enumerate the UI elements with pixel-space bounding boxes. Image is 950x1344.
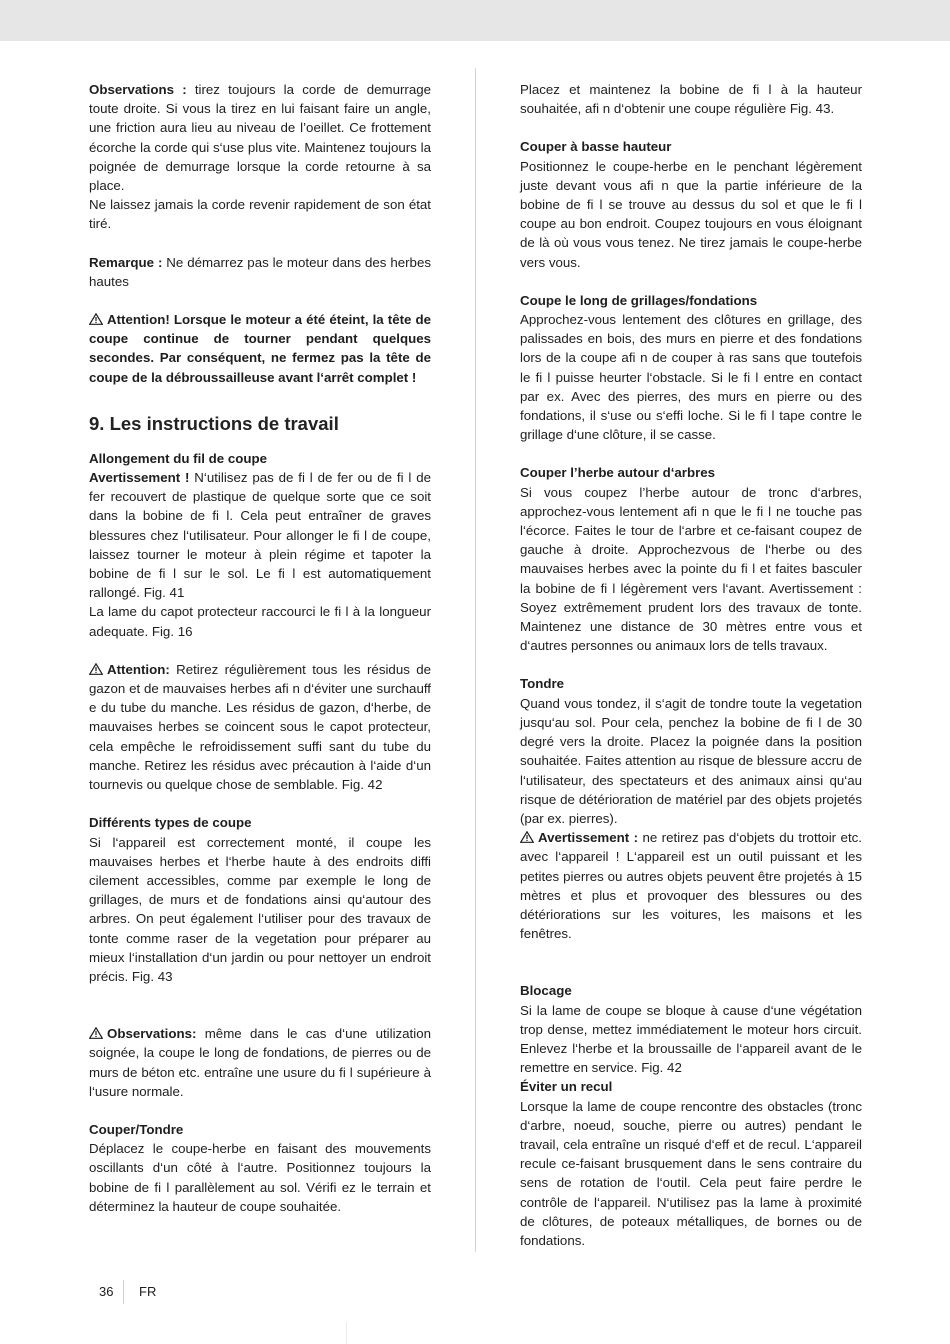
observations-usure-label: Observations: (107, 1026, 197, 1042)
observations-usure-paragraph (89, 1024, 431, 1101)
grillages-heading: Coupe le long de grillages/fondations (520, 292, 758, 308)
warning-triangle-icon (520, 831, 534, 843)
bottom-edge-mark (346, 1322, 347, 1344)
page-number: 36 (99, 1284, 114, 1299)
column-divider (475, 68, 476, 1252)
tondre-heading: Tondre (520, 676, 565, 692)
observations-text: tirez toujours la corde de demurrage toute droite. Si vous la tirez en lui faisant faire un angle, une friction aura lieu au niveau de l’oeillet. Ce frottement écorche la corde qui s‘use plus vite. Maintenez toujours la poignée de demurrage lorsque la corde retourne à sa place. (89, 82, 432, 194)
arbres-heading: Couper l’herbe autour d‘arbres (520, 465, 716, 481)
avertissement-objets-text: ne retirez pas d‘objets du trottoir etc. avec l‘appareil ! L‘appareil est un outil puissant et les petites pierres ou autres objets peuvent être projetés à 15 mètres et plus et provoquer des blessures ou des détériorations sur les voitures, les maisons et les fenêtres. (520, 830, 862, 942)
basse-hauteur-heading: Couper à basse hauteur (520, 139, 672, 155)
section-title: 9. Les instructions de travail (89, 412, 339, 434)
arbres-paragraph: Si vous coupez l’herbe autour de tronc d‘arbres, approchez-vous lentement afi n que le fi l ne touche pas l‘écorce. Faites le tour de l‘arbre et ce-faisant coupez de gauche à droite. Approchezvous de l‘herbe ou des mauvaises herbes avec la pointe du fi l et faites basculer la bobine de fi l légèrement vers l‘avant. Avertissement : Soyez extrêmement prudent lors des travaux de tonte. Maintenez une distance de 30 mètres entre vous et d‘autres personnes ou animaux lors de tells travaux. (520, 484, 862, 654)
warning-triangle-icon (89, 313, 103, 325)
tondre-paragraph: Quand vous tondez, il s‘agit de tondre toute la vegetation jusqu‘au sol. Pour cela, penchez la bobine de fi l de 30 degré vers la droite. Placez la poignée dans la position souhaitée. Faites attention au risque de blessure accru de l‘utilisateur, des spectateurs et des animaux ainsi qu‘au risque de détérioration de matériel par des objets projetés (par ex. pierres). (520, 695, 862, 826)
remarque-text: Ne démarrez pas le moteur dans des herbes hautes (89, 254, 431, 289)
observations-label: Observations : (89, 82, 187, 97)
couper-tondre-paragraph: Déplacez le coupe-herbe en faisant des mouvements oscillants d‘un côté à l‘autre. Positionnez toujours la bobine de fi l parallèlement au sol. Vérifi ez le terrain et déterminez la hauteur de coupe souhaitée. (89, 1141, 431, 1214)
observations-paragraph (89, 80, 431, 195)
observations-usure-text: même dans le cas d‘une utilization soignée, la coupe le long de fondations, de pierres ou de murs de béton etc. entraîne une usure du fi l supérieure à l‘usure normale. (89, 1026, 431, 1099)
basse-hauteur-paragraph: Positionnez le coupe-herbe en le penchant légèrement juste devant vous afi n que la partie inférieure de la bobine de fi l se trouve au dessus du sol et que le fi l coupe au bon endroit. Coupez toujours en vous éloignant de là où vous vous tenez. Ne tirez jamais le coupe-herbe vers vous. (520, 158, 862, 270)
attention-residus-paragraph (89, 660, 431, 794)
attention-residus-label: Attention: (107, 661, 170, 677)
right-column (520, 80, 862, 1250)
warning-triangle-icon (89, 663, 103, 675)
types-paragraph: Si l‘appareil est correctement monté, il coupe les mauvaises herbes et l‘herbe haute à des endroits diffi cilement accessibles, comme par exemple le long de grillages, de murs et de fondations ainsi qu‘autour des arbres. On peut également l‘utiliser pour des travaux de tonte comme raser de la vegetation pour préparer au mieux l‘installation d‘un jardin ou pour nettoyer un endroit précis. Fig. 43 (89, 834, 431, 984)
intro-paragraph: Placez et maintenez la bobine de fi l à la hauteur souhaitée, afi n d‘obtenir une coupe régulière Fig. 43. (520, 82, 862, 117)
blocage-heading: Blocage (520, 983, 572, 999)
attention-engine-paragraph (89, 310, 431, 387)
top-gray-band (0, 0, 950, 41)
blocage-paragraph: Si la lame de coupe se bloque à cause d‘une végétation trop dense, mettez immédiatement le moteur hors circuit. Enlevez l‘herbe et la broussaille de l‘appareil avant de le remettre en service. Fig. 42 (520, 1002, 862, 1076)
avertissement-paragraph (89, 468, 431, 602)
attention-engine-text: Attention! Lorsque le moteur a été éteint, la tête de coupe continue de tourner pendant quelques secondes. Par conséquent, ne fermez pas la tête de coupe de la débroussailleuse avant l‘arrêt complet ! (89, 312, 431, 385)
recul-heading: Éviter un recul (520, 1079, 613, 1095)
grillages-paragraph: Approchez-vous lentement des clôtures en grillage, des palissades en bois, des murs en pierre et des fondations lors de la coupe afi n de couper à ras sans que toutefois le fi l puisse heurter l‘obstacle. Si le fi l entre en contact par ex. Avec des pierres, des murs en pierre ou des fondations, il s‘use ou s‘effi loche. Si le fi l tape contre le grillage d‘une clôture, il se casse. (520, 312, 862, 443)
left-column (89, 80, 431, 1216)
couper-tondre-heading: Couper/Tondre (89, 1121, 184, 1137)
avertissement-text: N‘utilisez pas de fi l de fer ou de fi l de fer recouvert de plastique de quelque sorte que ce soit dans la bobine de fi l. Cela peut entraîner de graves blessures chez l‘utilisateur. Pour allonger le fi l de coupe, laissez tourner le moteur à plein régime et tapoter la bobine de fi l sur le sol. Le fi l est automatiquement rallongé. Fig. 41 (89, 470, 431, 601)
recul-paragraph: Lorsque la lame de coupe rencontre des obstacles (tronc d‘arbre, noeud, souche, pierre ou autres) pendant le travail, cela entraîne un risqué d‘eff et de recul. L‘appareil recule ce-faisant brusquement dans le sens contraire du sens de rotation de l‘outil. Cela peut faire perdre le contrôle de l‘appareil. N‘utilisez pas la lame à proximité de clôtures, de poteaux métalliques, de bornes ou de fondations. (520, 1098, 862, 1248)
remarque-label: Remarque : (89, 254, 163, 270)
lame-paragraph: La lame du capot protecteur raccourci le fi l à la longueur adequate. Fig. 16 (89, 604, 431, 639)
types-heading: Différents types de coupe (89, 815, 252, 831)
language-code: FR (139, 1284, 157, 1299)
observations-note: Ne laissez jamais la corde revenir rapidement de son état tiré. (89, 197, 431, 232)
remarque-paragraph (89, 253, 431, 291)
avertissement-objets-label: Avertissement : (538, 830, 639, 846)
avertissement-objets-paragraph (520, 828, 862, 943)
attention-residus-text: Retirez régulièrement tous les résidus de gazon et de mauvaises herbes afi n d‘éviter une surchauff e du tube du manche. Les résidus de gazon, d‘herbe, de mauvaises herbes se coincent sous le capot protecteur, cela empêche le refroidissement suffi sant du tube du manche. Retirez les résidus avec précaution à l‘aide d‘un tournevis ou quelque chose de semblable. Fig. 42 (89, 661, 431, 793)
warning-triangle-icon (89, 1027, 103, 1039)
allongement-heading: Allongement du fil de coupe (89, 450, 268, 466)
avertissement-label: Avertissement ! (89, 470, 190, 486)
footer-separator (123, 1280, 124, 1304)
